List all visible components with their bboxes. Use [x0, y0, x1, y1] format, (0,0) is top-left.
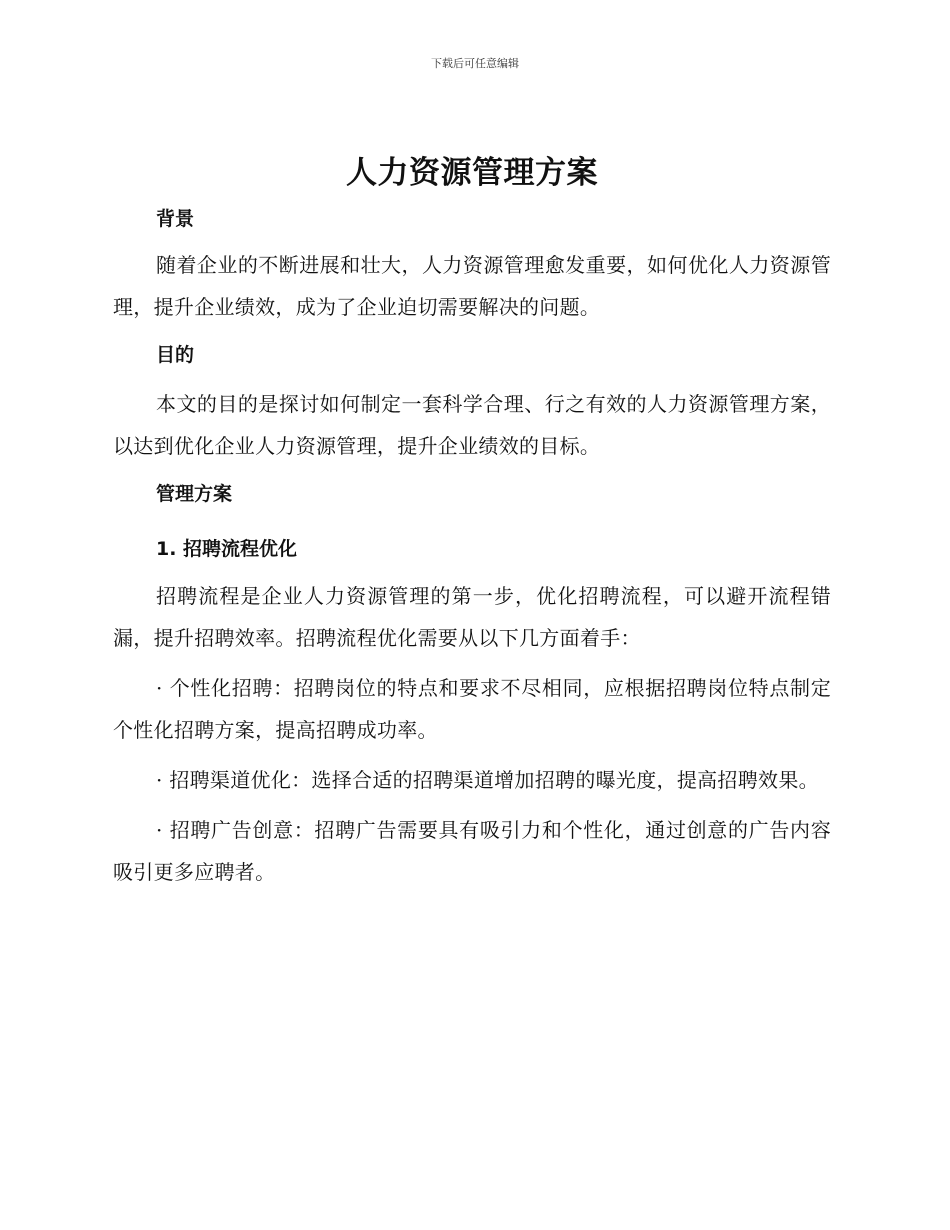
document-body	[113, 145, 831, 893]
page-header: 下载后可任意编辑	[431, 57, 519, 70]
paragraph-background: 随着企业的不断进展和壮大，人力资源管理愈发重要，如何优化人力资源管理，提升企业绩效，成为了企业迫切需要解决的问题。	[113, 253, 831, 319]
paragraph-purpose: 本文的目的是探讨如何制定一套科学合理、行之有效的人力资源管理方案，以达到优化企业人力资源管理，提升企业绩效的目标。	[113, 392, 831, 458]
section-heading-background: 背景	[156, 208, 195, 230]
section-heading-purpose: 目的	[156, 344, 195, 366]
bullet-item-ad-creativity: · 招聘广告创意：招聘广告需要具有吸引力和个性化，通过创意的广告内容吸引更多应聘者。	[113, 818, 831, 884]
subsection-heading-recruitment: 1. 招聘流程优化	[156, 538, 298, 560]
paragraph-recruitment: 招聘流程是企业人力资源管理的第一步，优化招聘流程，可以避开流程错漏，提升招聘效率。招聘流程优化需要从以下几方面着手：	[113, 584, 831, 650]
bullet-item-personalized-recruitment: · 个性化招聘：招聘岗位的特点和要求不尽相同，应根据招聘岗位特点制定个性化招聘方案，提高招聘成功率。	[113, 676, 831, 742]
document-title: 人力资源管理方案	[346, 155, 598, 191]
section-heading-plan: 管理方案	[156, 483, 233, 505]
bullet-item-channel-optimization: · 招聘渠道优化：选择合适的招聘渠道增加招聘的曝光度，提高招聘效果。	[156, 768, 819, 792]
